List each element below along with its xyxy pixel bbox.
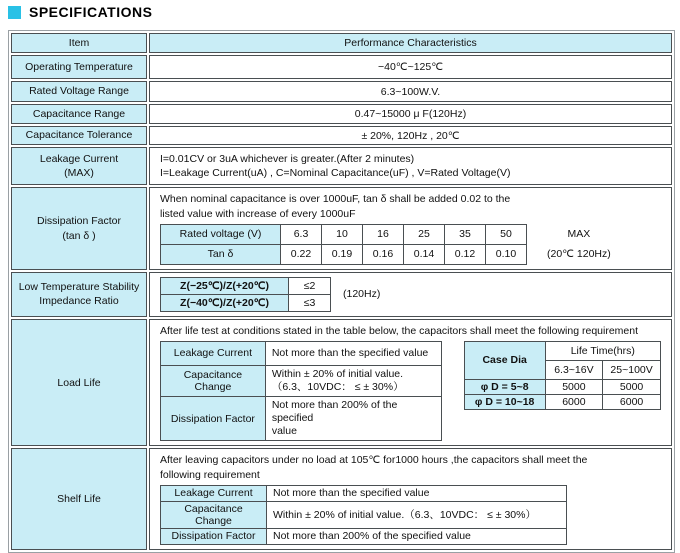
- criteria-label: Capacitance Change: [161, 365, 266, 396]
- voltage-cell: 25: [404, 224, 445, 244]
- criteria-label: Capacitance Change: [161, 501, 267, 528]
- tan-delta-cell: 0.16: [363, 244, 404, 264]
- life-time-row: [464, 394, 660, 409]
- test-condition: (20℃ 120Hz): [547, 248, 611, 261]
- criteria-value: Within ± 20% of initial value.（6.3、10VDC： ≤ ± 30%）: [267, 501, 567, 528]
- voltage-range-col2: 25~100V: [603, 360, 661, 379]
- item-label: Load Life: [11, 319, 147, 447]
- life-hours: 6000: [545, 394, 603, 409]
- item-value: −40℃~125℃: [149, 55, 672, 79]
- leakage-current-value: [149, 147, 672, 185]
- item-label-line1: Low Temperature Stability: [18, 281, 140, 294]
- criteria-value: Not more than the specified value: [267, 485, 567, 501]
- row-impedance-ratio: [11, 272, 672, 317]
- item-label: Capacitance Tolerance: [11, 126, 147, 145]
- dissipation-note-line1: When nominal capacitance is over 1000uF, tan δ shall be added 0.02 to the: [160, 193, 511, 206]
- dissipation-table-block: [160, 224, 661, 265]
- voltage-cell: 6.3: [281, 224, 322, 244]
- tan-delta-label: Tan δ: [161, 244, 281, 264]
- criteria-label: Leakage Current: [161, 341, 266, 365]
- criteria-value: Not more than the specified value: [265, 341, 441, 365]
- item-value: ± 20%, 120Hz , 20℃: [149, 126, 672, 145]
- impedance-label: Z(−25℃)/Z(+20℃): [161, 277, 289, 294]
- item-label: Capacitance Range: [11, 104, 147, 124]
- voltage-cell: 50: [486, 224, 527, 244]
- shelf-life-note-line2: following requirement: [160, 468, 260, 481]
- tan-delta-cell: 0.12: [445, 244, 486, 264]
- life-time-table: [464, 341, 661, 410]
- life-hours: 5000: [545, 379, 603, 394]
- tan-delta-table: [160, 224, 527, 265]
- impedance-value: ≤3: [289, 294, 331, 311]
- row-leakage-current: [11, 147, 672, 185]
- life-hours: 5000: [603, 379, 661, 394]
- item-label-line2: Impedance Ratio: [39, 295, 119, 308]
- page-title: SPECIFICATIONS: [29, 4, 153, 20]
- case-dia-value: φ D = 5~8: [464, 379, 545, 394]
- voltage-cell: 16: [363, 224, 404, 244]
- life-time-row: [464, 379, 660, 394]
- dissipation-condition-block: [547, 224, 611, 264]
- table-header-row: [11, 33, 672, 53]
- criteria-value-line2: value: [271, 425, 297, 438]
- item-label: [11, 147, 147, 185]
- row-capacitance-range: [11, 104, 672, 124]
- case-dia-value: φ D = 10~18: [464, 394, 545, 409]
- criteria-label: Dissipation Factor: [161, 528, 267, 544]
- criteria-value-line2: （6.3、10VDC： ≤ ± 30%）: [271, 380, 404, 393]
- item-label-line2: (MAX): [64, 167, 94, 180]
- item-label: [11, 272, 147, 317]
- bullet-square-icon: [8, 6, 21, 19]
- dissipation-note-line2: listed value with increase of every 1000uF: [160, 207, 356, 220]
- criteria-row: [161, 501, 567, 528]
- shelf-life-value: [149, 448, 672, 549]
- item-label-line2: (tan δ ): [62, 229, 96, 242]
- item-value: 6.3~100W.V.: [149, 81, 672, 102]
- criteria-row: [161, 341, 442, 365]
- criteria-row: [161, 365, 442, 396]
- tan-delta-cell: 0.10: [486, 244, 527, 264]
- criteria-value: [265, 365, 441, 396]
- column-header-performance: Performance Characteristics: [149, 33, 672, 53]
- case-dia-label: Case Dia: [464, 341, 545, 379]
- item-label: Shelf Life: [11, 448, 147, 549]
- max-label: MAX: [567, 228, 591, 241]
- impedance-condition: (120Hz): [343, 288, 381, 301]
- impedance-label: Z(−40℃)/Z(+20℃): [161, 294, 289, 311]
- criteria-value-line1: Within ± 20% of initial value.: [271, 367, 404, 380]
- impedance-table-block: [160, 277, 661, 312]
- item-label: Rated Voltage Range: [11, 81, 147, 102]
- voltage-cell: 10: [322, 224, 363, 244]
- life-time-header-row: [464, 341, 660, 360]
- impedance-row: [161, 294, 331, 311]
- item-label-line1: Dissipation Factor: [36, 215, 122, 228]
- impedance-ratio-value: [149, 272, 672, 317]
- specifications-table-wrapper: [8, 30, 675, 553]
- criteria-row: [161, 397, 442, 441]
- row-rated-voltage-range: [11, 81, 672, 102]
- load-life-value: [149, 319, 672, 447]
- criteria-row: [161, 485, 567, 501]
- row-operating-temperature: [11, 55, 672, 79]
- row-load-life: [11, 319, 672, 447]
- rated-voltage-label: Rated voltage (V): [161, 224, 281, 244]
- item-label: Operating Temperature: [11, 55, 147, 79]
- page-title-bar: [8, 4, 152, 20]
- specifications-table: [9, 31, 674, 552]
- tan-delta-voltage-row: [161, 224, 527, 244]
- row-dissipation-factor: [11, 187, 672, 269]
- impedance-value: ≤2: [289, 277, 331, 294]
- shelf-life-note-line1: After leaving capacitors under no load at 105℃ for1000 hours ,the capacitors shall meet the: [160, 454, 588, 467]
- load-life-criteria-table: [160, 341, 442, 442]
- criteria-value: Not more than 200% of the specified value: [267, 528, 567, 544]
- leakage-formula: I=0.01CV or 3uA whichever is greater.(After 2 minutes): [160, 153, 415, 165]
- tan-delta-value-row: [161, 244, 527, 264]
- life-hours: 6000: [603, 394, 661, 409]
- load-life-tables: [160, 341, 661, 442]
- impedance-row: [161, 277, 331, 294]
- criteria-row: [161, 528, 567, 544]
- tan-delta-cell: 0.19: [322, 244, 363, 264]
- voltage-range-col1: 6.3~16V: [545, 360, 603, 379]
- column-header-item: Item: [11, 33, 147, 53]
- item-value: 0.47~15000 μ F(120Hz): [149, 104, 672, 124]
- row-shelf-life: [11, 448, 672, 549]
- voltage-cell: 35: [445, 224, 486, 244]
- criteria-value: [265, 397, 441, 441]
- row-capacitance-tolerance: [11, 126, 672, 145]
- item-label-line1: Leakage Current: [39, 153, 119, 165]
- criteria-label: Dissipation Factor: [161, 397, 266, 441]
- dissipation-factor-value: [149, 187, 672, 269]
- load-life-note: After life test at conditions stated in the table below, the capacitors shall meet the following requirement: [160, 324, 639, 337]
- item-label: [11, 187, 147, 269]
- criteria-label: Leakage Current: [161, 485, 267, 501]
- shelf-life-criteria-table: [160, 485, 567, 545]
- tan-delta-cell: 0.14: [404, 244, 445, 264]
- criteria-value-line1: Not more than 200% of the specified: [271, 399, 398, 425]
- life-time-label: Life Time(hrs): [545, 341, 660, 360]
- leakage-legend: I=Leakage Current(uA) , C=Nominal Capacitance(uF) , V=Rated Voltage(V): [160, 167, 511, 180]
- impedance-table: [160, 277, 331, 312]
- tan-delta-cell: 0.22: [281, 244, 322, 264]
